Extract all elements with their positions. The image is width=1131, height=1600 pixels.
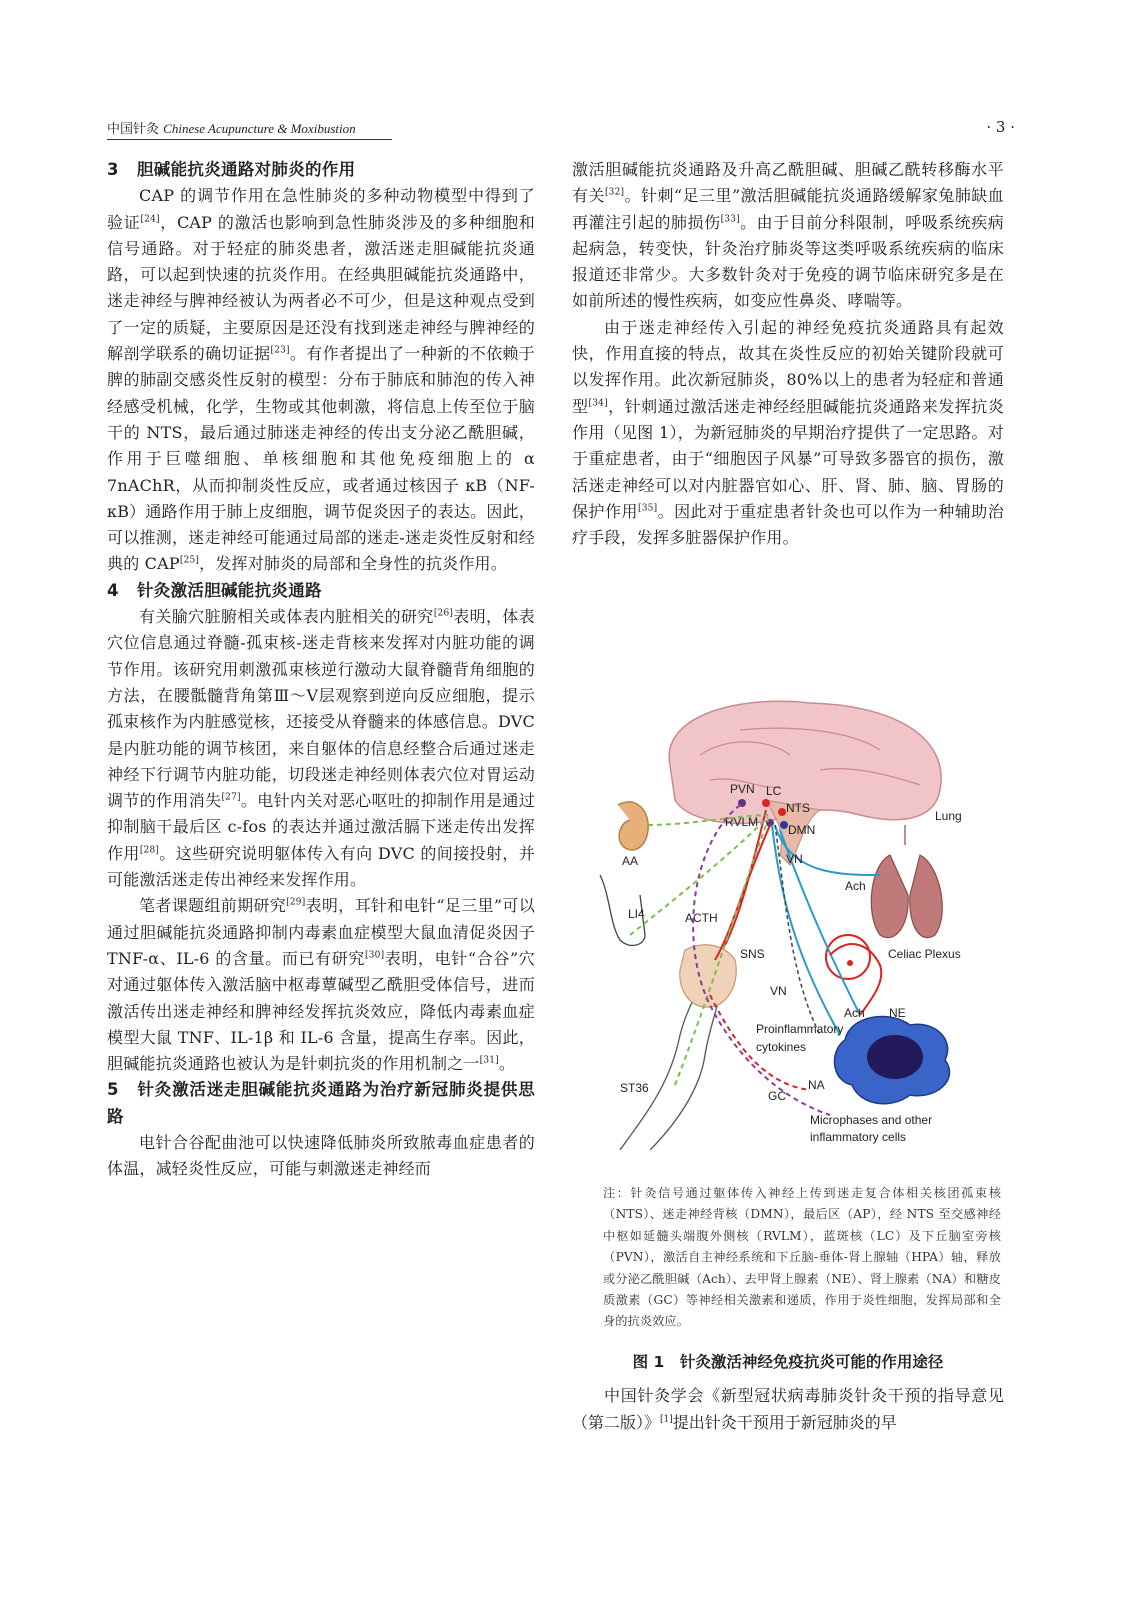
- left-column: [107, 157, 535, 1183]
- lc-label: LC: [766, 784, 782, 798]
- figure-caption: 图 1 针灸激活神经免疫抗炎可能的作用途径: [632, 1353, 944, 1371]
- nts-label: NTS: [786, 801, 810, 815]
- vn-label-2: VN: [770, 984, 787, 998]
- dmn-label: DMN: [788, 823, 816, 837]
- lc-nucleus: [762, 799, 770, 807]
- aa-label: AA: [622, 854, 639, 868]
- ach-label-1: Ach: [845, 879, 866, 893]
- citation: [26]: [433, 608, 454, 619]
- citation: [35]: [638, 503, 658, 514]
- section-5-heading: 5 针灸激活迷走胆碱能抗炎通路为治疗新冠肺炎提供思路: [107, 1080, 535, 1126]
- proinflammatory-label-1: Proinflammatory: [756, 1022, 844, 1036]
- lung-label: Lung: [935, 809, 962, 823]
- citation: [33]: [720, 214, 740, 225]
- paragraph: 有关腧穴脏腑相关或体表内脏相关的研究[26]表明，体表穴位信息通过脊髓-孤束核-迷走背核来发挥对内脏功能的调节作用。该研究用刺激孤束核逆行激动大鼠脊髓背角细胞的方法，在腰骶髓背角第Ⅲ～Ⅴ层观察到逆向反应细胞，提示孤束核作为内脏感觉核，还接受从脊髓来的体感信息。DVC 是内脏功能的调节核团，来自躯体的信息经整合后通过迷走神经下行调节内脏功能，切段迷走神经则体表穴位对胃运动调节的作用消失[27]。电针内关对恶心呕吐的抑制作用是通过抑制脑干最后区 c-fos 的表达并通过激活膈下迷走传出发挥作用[28]。这些研究说明躯体传入有向 DVC 的间接投射，并可能激活迷走传出神经来发挥作用。: [107, 607, 535, 890]
- right-column-continuation: [572, 1383, 1004, 1436]
- citation: [27]: [221, 792, 241, 803]
- figure-note: 注：针灸信号通过躯体传入神经上传到迷走复合体相关核团孤束核（NTS）、迷走神经背核（DMN），最后区（AP），经 NTS 至交感神经中枢如延髓头端腹外侧核（RVLM），蓝斑核（LC）及下丘脑室旁核（PVN），激活自主神经系统和下丘脑-垂体-肾上腺轴（HPA）轴，释放或分泌乙酰胆碱（Ach）、去甲肾上腺素（NE）、肾上腺素（NA）和糖皮质激素（GC）等神经相关激素和递质，作用于炎性细胞，发挥局部和全身的抗炎效应。: [603, 1186, 1001, 1329]
- citation: [28]: [139, 845, 160, 856]
- li4-label: LI4: [628, 907, 645, 921]
- journal-name: 中国针灸 Chinese Acupuncture & Moxibustion: [107, 121, 356, 137]
- citation: [30]: [365, 950, 385, 961]
- proinflammatory-label-2: cytokines: [756, 1040, 807, 1054]
- dmn-nucleus: [780, 821, 788, 829]
- ear-illustration: [618, 802, 648, 850]
- na-label: NA: [808, 1078, 825, 1092]
- citation: [25]: [179, 556, 200, 567]
- paragraph: 电针合谷配曲池可以快速降低肺炎所致脓毒血症患者的体温，减轻炎性反应，可能与刺激迷走神经而: [107, 1132, 535, 1179]
- adrenal-gland-illustration: [680, 945, 736, 1007]
- citation: [23]: [270, 345, 290, 356]
- sns-label: SNS: [740, 947, 765, 961]
- running-header: [107, 118, 1015, 140]
- citation: [32]: [604, 187, 625, 198]
- paragraph: CAP 的调节作用在急性肺炎的多种动物模型中得到了验证[24]，CAP 的激活也影响到急性肺炎涉及的多种细胞和信号通路。对于轻症的肺炎患者，激活迷走胆碱能抗炎通路，可以起到快速的抗炎作用。在经典胆碱能抗炎通路中，迷走神经与脾神经被认为两者必不可少，但是这种观点受到了一定的质疑，主要原因是还没有找到迷走神经与脾神经的解剖学联系的确切证据[23]。有作者提出了一种新的不依赖于脾的肺副交感炎性反射的模型：分布于肺底和肺泡的传入神经感受机械，化学，生物或其他刺激，将信息上传至位于脑干的 NTS，最后通过肺迷走神经的传出支分泌乙酰胆碱，作用于巨噬细胞、单核细胞和其他免疫细胞上的 α 7nAChR，从而抑制炎性反应，或者通过核因子 κB（NF-κB）通路作用于肺上皮细胞，调节促炎因子的表达。因此，可以推测，迷走神经可能通过局部的迷走-迷走炎性反射和经典的 CAP[25]，发挥对肺炎的局部和全身性的抗炎作用。: [107, 186, 535, 574]
- microphages-label-1: Microphases and other: [810, 1113, 933, 1127]
- page-number: · 3 ·: [986, 118, 1015, 136]
- acth-label: ACTH: [685, 911, 718, 925]
- paragraph: 笔者课题组前期研究[29]表明，耳针和电针“足三里”可以通过胆碱能抗炎通路抑制内毒素血症模型大鼠血清促炎因子 TNF-α、IL-6 的含量。而已有研究[30]表明，电针“合谷”穴对通过躯体传入激活脑中枢毒蕈碱型乙酰胆受体信号，进而激活传出迷走神经和脾神经发挥抗炎效应，降低内毒素血症模型大鼠 TNF、IL-1β 和 IL-6 含量，提高生存率。因此，胆碱能抗炎通路也被认为是针刺抗炎的作用机制之一[31]。: [107, 896, 535, 1074]
- pvn-label: PVN: [730, 782, 755, 796]
- header-rule: [107, 139, 392, 140]
- paragraph: 激活胆碱能抗炎通路及升高乙酰胆碱、胆碱乙酰转移酶水平有关[32]。针刺“足三里”激活胆碱能抗炎通路缓解家兔肺缺血再灌注引起的肺损伤[33]。由于目前分科限制，呼吸系统疾病起病急，转变快，针灸治疗肺炎等这类呼吸系统疾病的临床报道还非常少。大多数针灸对于免疫的调节临床研究多是在如前所述的慢性疾病，如变应性鼻炎、哮喘等。: [572, 160, 1004, 311]
- right-column: [572, 157, 1004, 551]
- citation: [31]: [479, 1055, 499, 1066]
- celiac-plexus-label: Celiac Plexus: [888, 947, 961, 961]
- citation: [1]: [660, 1414, 673, 1425]
- st36-label: ST36: [620, 1081, 649, 1095]
- citation: [24]: [140, 214, 160, 225]
- figure-1-diagram: [590, 695, 1000, 1150]
- lung-illustration: [871, 825, 942, 938]
- ne-label: NE: [889, 1006, 906, 1020]
- ach-label-2: Ach: [844, 1006, 865, 1020]
- vn-label-1: VN: [786, 852, 803, 866]
- microphages-label-2: inflammatory cells: [810, 1130, 907, 1144]
- section-4-heading: 4 针灸激活胆碱能抗炎通路: [107, 580, 322, 600]
- paragraph: 由于迷走神经传入引起的神经免疫抗炎通路具有起效快，作用直接的特点，故其在炎性反应的初始关键阶段就可以发挥作用。此次新冠肺炎，80%以上的患者为轻症和普通型[34]，针刺通过激活迷走神经经胆碱能抗炎通路来发挥抗炎作用（见图 1），为新冠肺炎的早期治疗提供了一定思路。对于重症患者，由于“细胞因子风暴”可导致多器官的损伤，激活迷走神经可以对内脏器官如心、肝、肾、肺、脑、胃肠的保护作用[35]。因此对于重症患者针灸也可以作为一种辅助治疗手段，发挥多脏器保护作用。: [572, 317, 1004, 548]
- citation: [34]: [588, 398, 608, 409]
- section-3-heading: 3 胆碱能抗炎通路对肺炎的作用: [107, 160, 356, 179]
- gc-label: GC: [768, 1089, 786, 1103]
- rvlm-label: RVLM: [725, 815, 759, 829]
- nts-nucleus: [778, 808, 786, 816]
- citation: [29]: [286, 897, 306, 908]
- paragraph: 中国针灸学会《新型冠状病毒肺炎针灸干预的指导意见（第二版）》[1]提出针灸干预用于新冠肺炎的早: [572, 1386, 1004, 1432]
